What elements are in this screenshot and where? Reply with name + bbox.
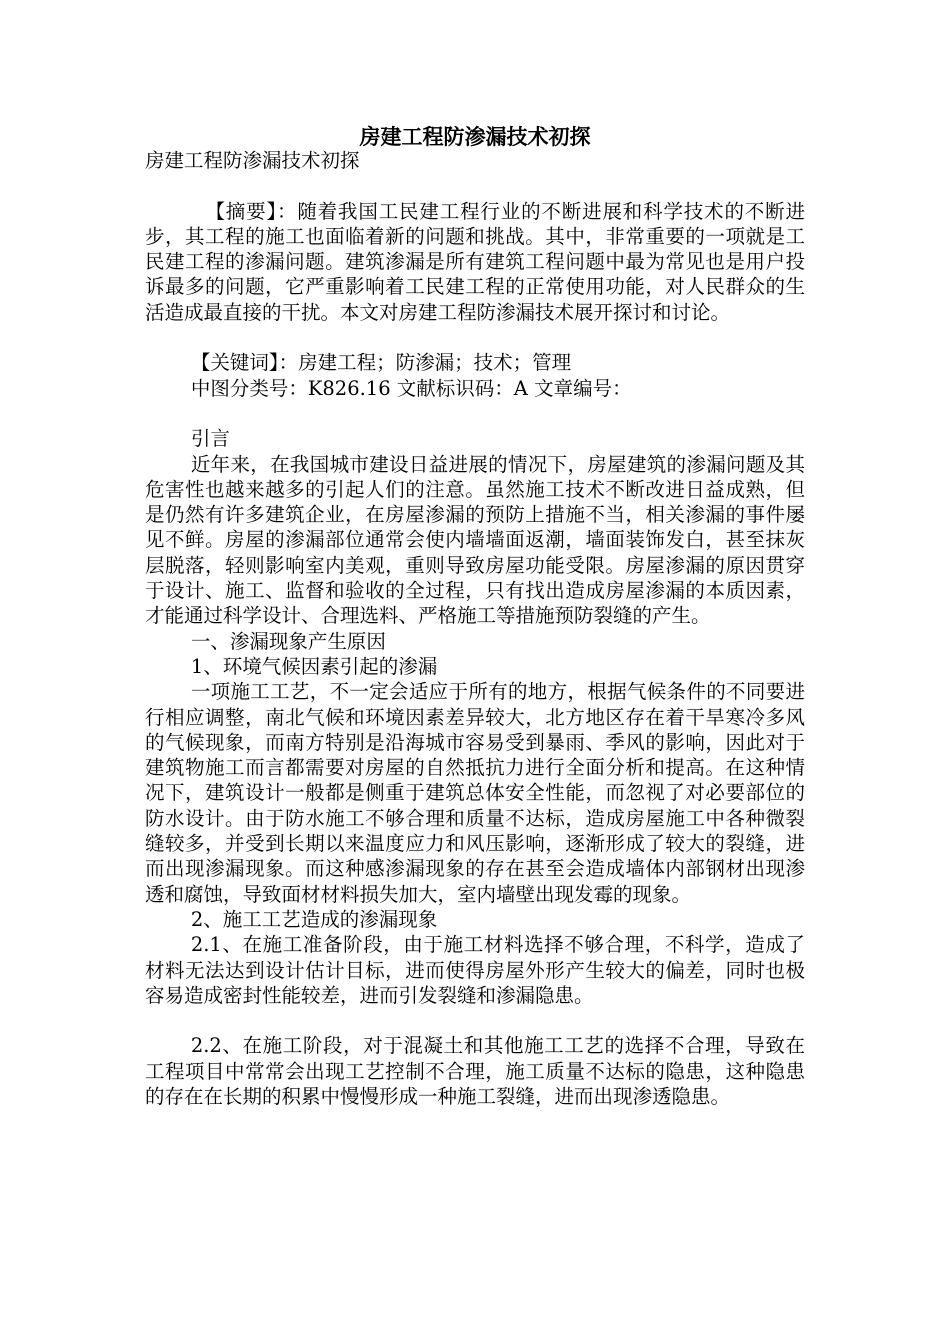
abstract-paragraph: 【摘要】：随着我国工民建工程行业的不断进展和科学技术的不断进步，其工程的施工也面临着新的问题和挑战。其中，非常重要的一项就是工民建工程的渗漏问题。建筑渗漏是所有建筑工程问题中最为常见也是用户投诉最多的问题，它严重影响着工民建工程的正常使用功能，对人民群众的生活造成最直接的干扰。本文对房建工程防渗漏技术展开探讨和讨论。 xyxy=(145,199,805,324)
blank-line xyxy=(145,173,805,198)
subsection-heading: 1、环境气候因素引起的渗漏 xyxy=(190,654,438,678)
blank-line xyxy=(145,401,805,426)
blank-line xyxy=(145,1008,805,1033)
blank-line xyxy=(145,325,805,350)
body-paragraph: 2.2、在施工阶段，对于混凝土和其他施工工艺的选择不合理，导致在工程项目中常常会出现工艺控制不合理，施工质量不达标的隐患，这种隐患的存在在长期的积累中慢慢形成一种施工裂缝，进而出现渗透隐患。 xyxy=(145,1034,805,1108)
document-title: 房建工程防渗漏技术初探 xyxy=(359,124,591,149)
section-heading: 一、渗漏现象产生原因 xyxy=(190,629,386,653)
subsection-heading: 2、施工工艺造成的渗漏现象 xyxy=(190,907,438,931)
keywords-line: 【关键词】：房建工程；防渗漏；技术；管理 xyxy=(190,351,572,375)
classification-line: 中图分类号：K826.16 文献标识码：A 文章编号： xyxy=(190,376,632,400)
intro-heading: 引言 xyxy=(190,427,230,451)
body-paragraph: 一项施工工艺，不一定会适应于所有的地方，根据气候条件的不同要进行相应调整，南北气候和环境因素差异较大，北方地区存在着干旱寒冷多风的气候现象，而南方特别是沿海城市容易受到暴雨、季风的影响，因此对于建筑物施工而言都需要对房屋的自然抵抗力进行全面分析和提高。在这种情况下，建筑设计一般都是侧重于建筑总体安全性能，而忽视了对必要部位的防水设计。由于防水施工不够合理和质量不达标，造成房屋施工中各种微裂缝较多，并受到长期以来温度应力和风压影响，逐渐形成了较大的裂缝，进而出现渗漏现象。而这种感渗漏现象的存在甚至会造成墙体内部钢材出现渗透和腐蚀，导致面材材料损失加大，室内墙壁出现发霉的现象。 xyxy=(145,680,805,906)
body-paragraph: 2.1、在施工准备阶段，由于施工材料选择不够合理，不科学，造成了材料无法达到设计估计目标，进而使得房屋外形产生较大的偏差，同时也极容易造成密封性能较差，进而引发裂缝和渗漏隐患。 xyxy=(145,933,805,1007)
document-body xyxy=(145,148,805,1109)
intro-paragraph: 近年来，在我国城市建设日益进展的情况下，房屋建筑的渗漏问题及其危害性也越来越多的引起人们的注意。虽然施工技术不断改进日益成熟，但是仍然有许多建筑企业，在房屋渗漏的预防上措施不当，相关渗漏的事件屡见不鲜。房屋的渗漏部位通常会使内墙墙面返潮，墙面装饰发白，甚至抹灰层脱落，轻则影响室内美观，重则导致房屋功能受限。房屋渗漏的原因贯穿于设计、施工、监督和验收的全过程，只有找出造成房屋渗漏的本质因素，才能通过科学设计、合理选料、严格施工等措施预防裂缝的产生。 xyxy=(145,452,805,628)
document-subtitle: 房建工程防渗漏技术初探 xyxy=(145,149,360,172)
